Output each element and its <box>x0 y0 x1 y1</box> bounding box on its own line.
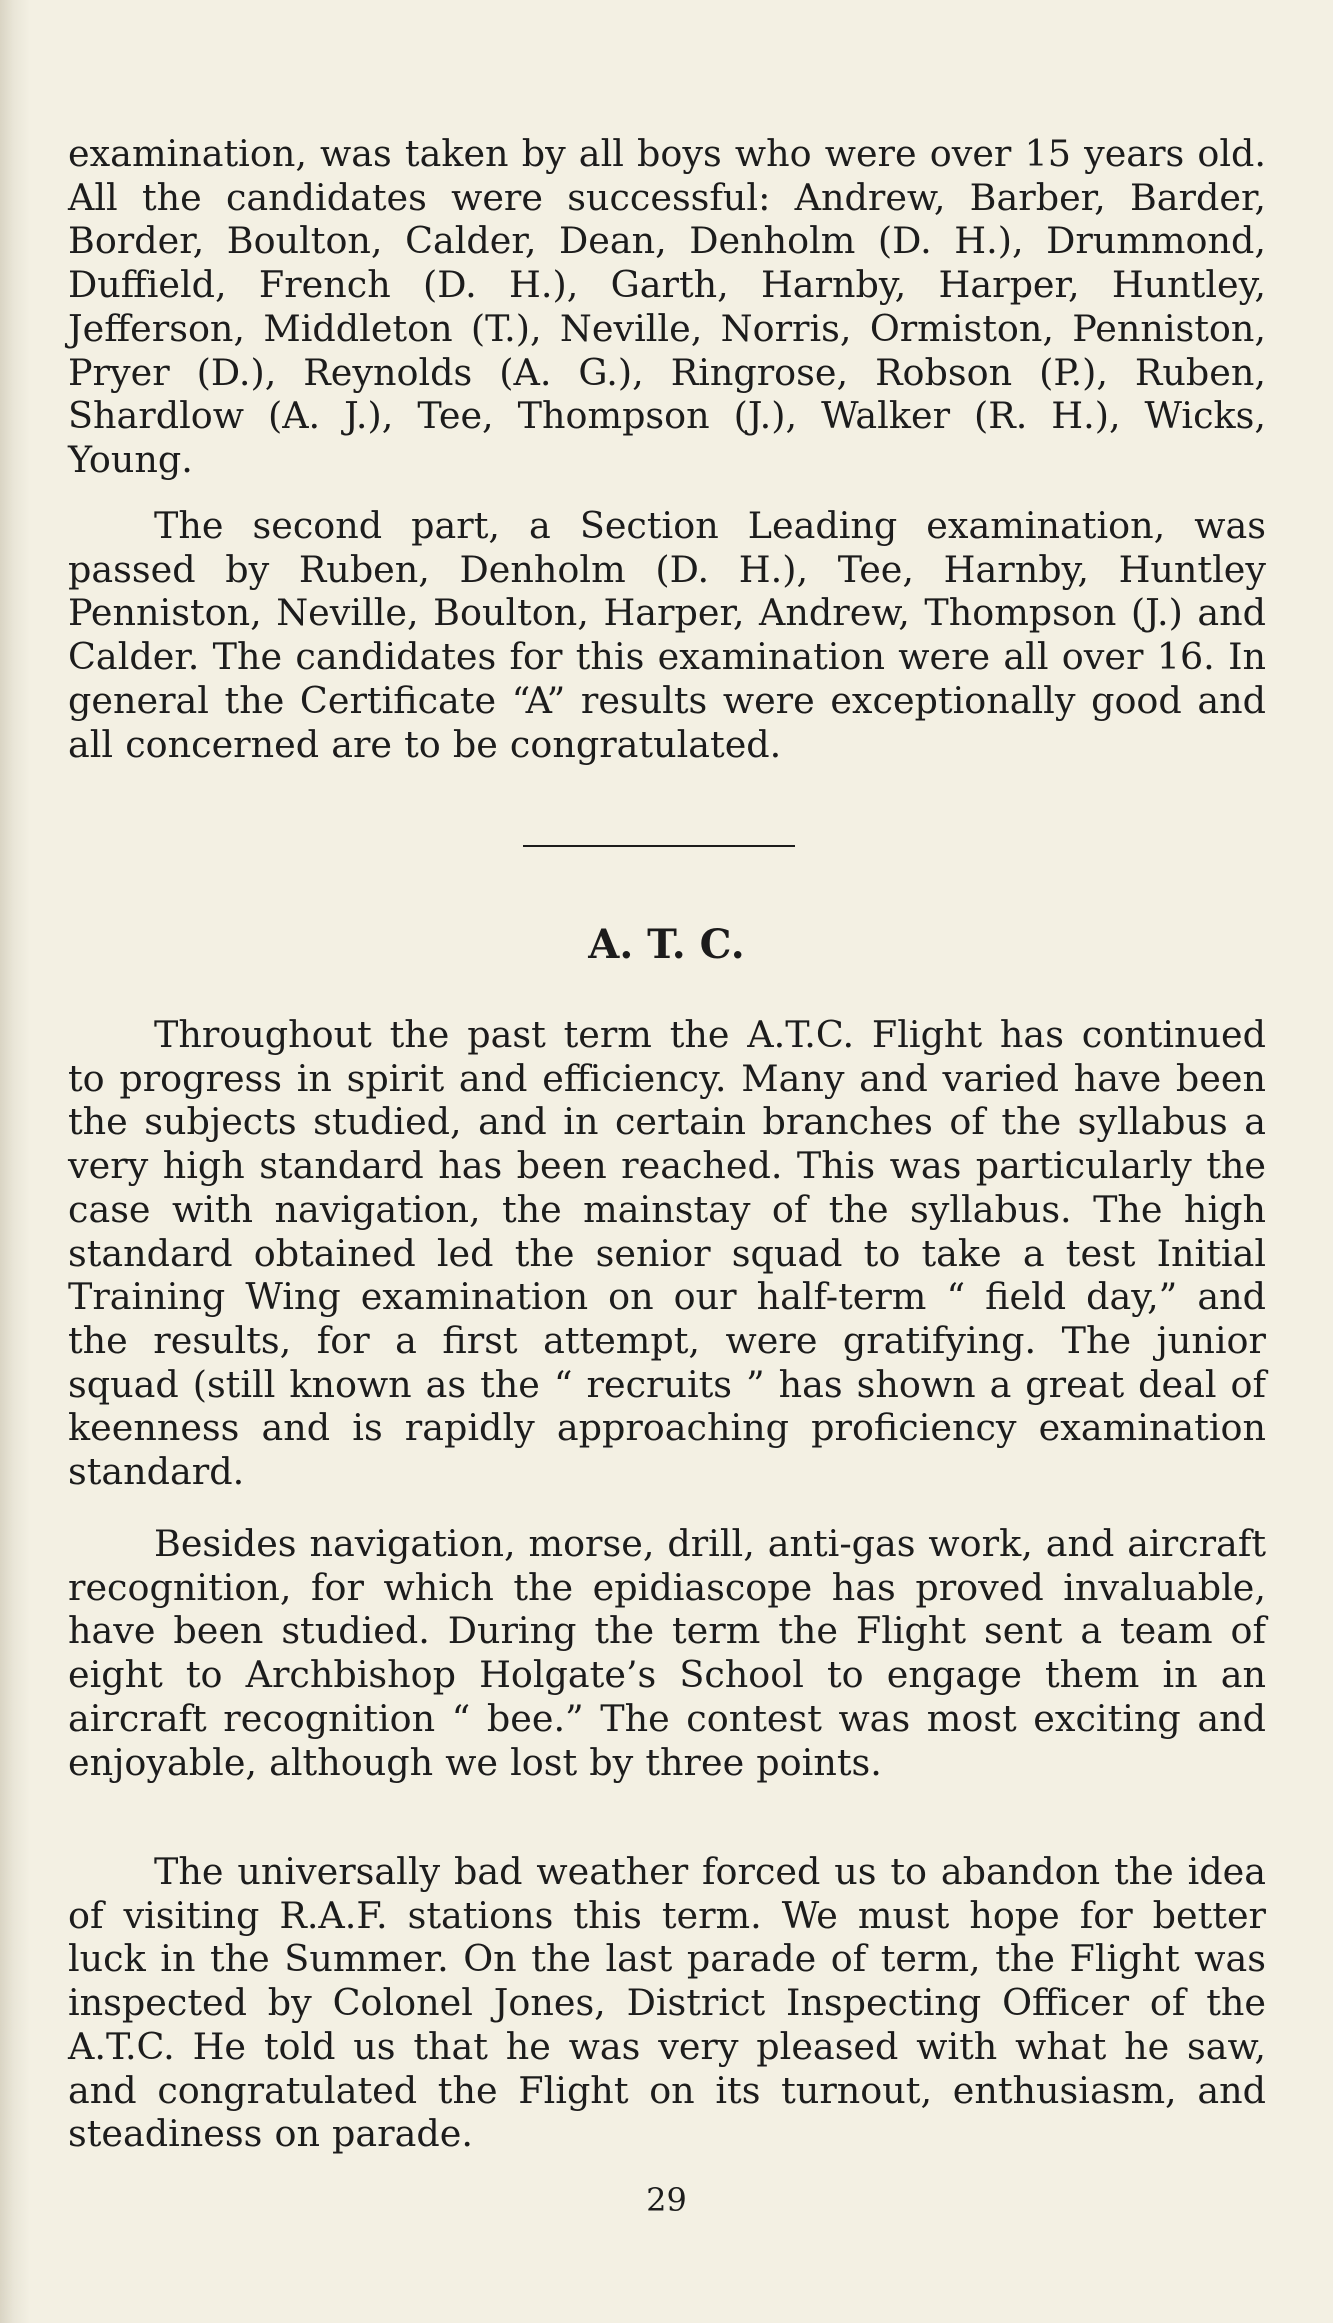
paragraph-atc-subjects: Besides navigation, morse, drill, anti-gas work, and aircraft recognition, for which the epidiascope has proved invaluable, have been studied. During the term the Flight sent a team of eight to Archbishop Holgate’s School to engage them in an aircraft recognition “ bee.” The contest was most exciting and enjoyable, although we lost by three points. <box>68 1522 1266 1784</box>
paragraph-atc-weather: The universally bad weather forced us to abandon the idea of visiting R.A.F. stations this term. We must hope for better luck in the Summer. On the last parade of term, the Flight was inspected by Colonel Jones, District Inspecting Officer of the A.T.C. He told us that he was very pleased with what he saw, and congratulated the Flight on its turnout, enthusiasm, and steadiness on parade. <box>68 1850 1266 2156</box>
section-divider <box>523 845 795 847</box>
paragraph-section-leading: The second part, a Section Leading examination, was passed by Ruben, Denholm (D. H.), Tee, Harnby, Huntley Penniston, Neville, Boulton, Harper, Andrew, Thompson (J.) and Calder. The candidates for this examination were all over 16. In general the Certificate “A” results were exceptionally good and all concerned are to be congratulated. <box>68 504 1266 766</box>
page-number: 29 <box>646 2181 687 2219</box>
paragraph-atc-progress: Throughout the past term the A.T.C. Flight has continued to progress in spirit and efficiency. Many and varied have been the subjects studied, and in certain branches of the syllabus a very high standard has been reached. This was particularly the case with navigation, the mainstay of the syllabus. The high standard obtained led the senior squad to take a test Initial Training Wing examination on our half-term “ field day,” and the results, for a first attempt, were gratifying. The junior squad (still known as the “ recruits ” has shown a great deal of keenness and is rapidly approaching proficiency examination standard. <box>68 1013 1266 1494</box>
section-heading: A. T. C. <box>588 921 745 968</box>
paragraph-continuation: examination, was taken by all boys who were over 15 years old. All the candidates were successful: Andrew, Barber, Barder, Border, Boulton, Calder, Dean, Denholm (D. H.), Drummond, Duffield, French (D. H.), Garth, Harnby, Harper, Huntley, Jefferson, Middleton (T.), Neville, Norris, Ormiston, Penniston, Pryer (D.), Reynolds (A. G.), Ringrose, Robson (P.), Ruben, Shardlow (A. J.), Tee, Thompson (J.), Walker (R. H.), Wicks, Young. <box>68 132 1266 481</box>
